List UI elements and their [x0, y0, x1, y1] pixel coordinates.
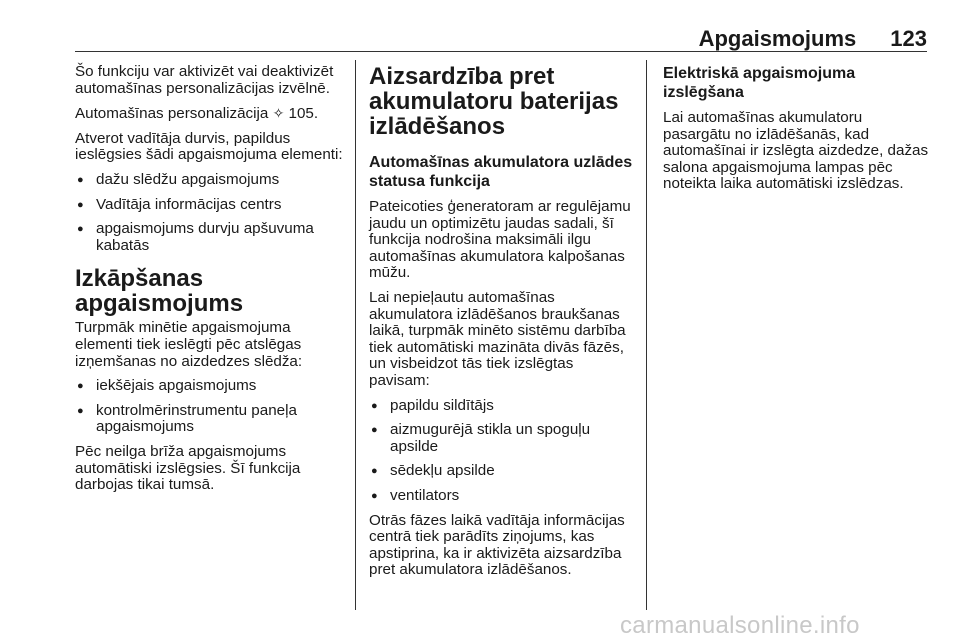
section-heading: Aizsardzība pret akumulatoru baterijas izlādēšanos	[369, 63, 619, 140]
column-divider-1	[355, 60, 356, 610]
reference-text: Automašīnas personalizācija	[75, 105, 269, 123]
list-item: ● dažu slēdžu apgaismojums	[75, 172, 347, 189]
bullet-list	[75, 172, 347, 254]
bullet-list	[369, 398, 637, 505]
section-heading: Izkāpšanas apgaismojums	[75, 265, 244, 318]
paragraph: Lai automašīnas akumulatoru pasargātu no izlādēšanās, kad automašīnai ir izslēgta aizdedze, dažas salona apgaismojuma lampas pēc noteikta laika automātiski izslēdzas.	[663, 109, 929, 193]
column-1	[75, 64, 347, 502]
watermark: carmanualsonline.info	[620, 612, 860, 639]
header-rule	[75, 51, 927, 52]
page-header	[75, 26, 927, 50]
list-item: ● iekšējais apgaismojums	[75, 378, 347, 395]
paragraph: Šo funkciju var aktivizēt vai deaktivizēt automašīnas personalizācijas izvēlnē.	[75, 63, 334, 97]
list-item: ● ventilators	[369, 488, 637, 505]
subsection-heading: Elektriskā apgaismojuma izslēgšana	[663, 65, 856, 101]
list-item: ● Vadītāja informācijas centrs	[75, 197, 347, 214]
paragraph: Atverot vadītāja durvis, papildus ieslēgsies šādi apgaismojuma elementi:	[75, 129, 343, 164]
list-item: ● papildu sildītājs	[369, 398, 637, 415]
page-title: Apgaismojums	[698, 26, 857, 51]
column-2	[369, 64, 637, 587]
subsection-heading: Automašīnas akumulatora uzlādes statusa funkcija	[369, 154, 633, 190]
paragraph-with-reference	[75, 105, 347, 123]
page-number: 123	[890, 26, 927, 51]
paragraph: Pateicoties ģeneratoram ar regulējamu jaudu un optimizētu jaudas sadali, šī funkcija nodrošina maksimāli ilgu automašīnas akumulatora kalpošanas mūžu.	[369, 198, 631, 282]
column-divider-2	[646, 60, 647, 610]
page-reference[interactable]: 105.	[288, 105, 319, 123]
column-3	[663, 64, 931, 201]
list-item: ● aizmugurējā stikla un spoguļu apsilde	[369, 422, 637, 455]
list-item: ● sēdekļu apsilde	[369, 463, 637, 480]
list-item: ● apgaismojums durvju apšuvuma kabatās	[75, 221, 347, 254]
paragraph: Otrās fāzes laikā vadītāja informācijas centrā tiek parādīts ziņojums, kas apstiprina, ka ir aktivizēta aizsardzība pret akumulatora izlādēšanos.	[369, 511, 625, 579]
paragraph: Turpmāk minētie apgaismojuma elementi tiek ieslēgti pēc atslēgas izņemšanas no aizdedzes slēdža:	[75, 319, 303, 370]
paragraph: Lai nepieļautu automašīnas akumulatora izlādēšanos braukšanas laikā, turpmāk minēto sistēmu darbība tiek automātiski mazināta divās fāzēs, un visbeidzot tās tiek izslēgtas pavisam:	[369, 288, 626, 389]
page-reference-icon: ✧	[272, 105, 285, 122]
paragraph: Pēc neilga brīža apgaismojums automātiski izslēgsies. Šī funkcija darbojas tikai tumsā.	[75, 442, 301, 494]
list-item: ● kontrolmērinstrumentu paneļa apgaismojums	[75, 403, 347, 436]
bullet-list	[75, 378, 347, 436]
